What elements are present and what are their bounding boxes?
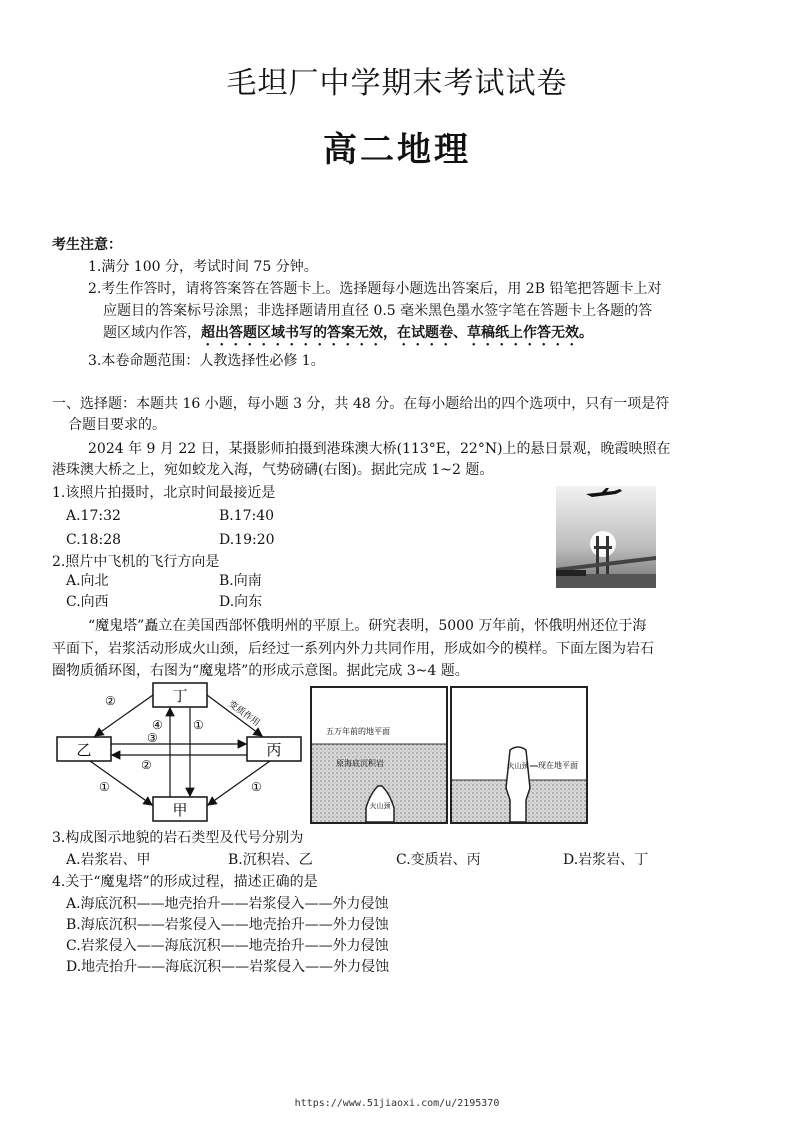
notice-item-2-line-3: [103, 322, 593, 349]
section-intro-line-1: 一、选择题：本题共 16 小题，每小题 3 分，共 48 分。在每小题给出的四个选项中，只有一项是符: [52, 396, 670, 412]
q2-option-d: D.向东: [219, 594, 263, 610]
stem2-line-3: 圈物质循环图，右图为“魔鬼塔”的形成示意图。据此完成 3~4 题。: [52, 663, 469, 679]
notice-heading: 考生注意：: [52, 237, 122, 253]
formation-panel-present: [450, 686, 588, 824]
node-jia: 甲: [172, 801, 188, 819]
section-intro-line-2: 合题目要求的。: [68, 417, 166, 433]
q1-option-d: D.19:20: [219, 532, 275, 548]
bridge-sunset-photo: [556, 486, 656, 588]
notice-item-2-line-3a: 题区域内作答，: [103, 325, 201, 341]
stem2-line-2: 平面下，岩浆活动形成火山颈，后经过一系列内外力共同作用，形成如今的模样。下面左图为岩石: [52, 641, 654, 657]
node-ding: 丁: [172, 687, 188, 705]
q1-option-c: C.18:28: [66, 532, 122, 548]
notice-item-2-warning: 超出答题区域书写的答案无效，在试题卷、草稿纸上作答无效。: [201, 325, 593, 341]
q4-option-a: A.海底沉积——地壳抬升——岩浆侵入——外力侵蚀: [66, 896, 389, 912]
question-1: 1.该照片拍摄时，北京时间最接近是: [52, 485, 276, 501]
q1-option-a: A.17:32: [66, 508, 121, 524]
arrow-label-1-right: ①: [251, 780, 262, 794]
label-neck-past: 火山颈: [369, 802, 391, 810]
label-present-ground: 现在地平面: [538, 761, 578, 770]
arrow-label-1-left: ①: [99, 780, 110, 794]
subject-title: 高二地理: [323, 130, 471, 170]
notice-item-1: 1.满分 100 分，考试时间 75 分钟。: [88, 259, 318, 275]
q3-option-c: C.变质岩、丙: [396, 852, 481, 868]
question-3: 3.构成图示地貌的岩石类型及代号分别为: [52, 830, 304, 846]
notice-item-2-line-2: 应题目的答案标号涂黑；非选择题请用直径 0.5 毫米黑色墨水签字笔在答题卡上各题的答: [103, 303, 653, 319]
formation-panel-past: [310, 686, 448, 824]
q2-option-b: B.向南: [219, 573, 262, 589]
exam-title: 毛坦厂中学期末考试试卷: [226, 66, 568, 101]
arrow-label-3: ③: [147, 731, 158, 745]
label-metamorphism: 变质作用: [226, 699, 262, 729]
arrow-label-2-top: ②: [105, 694, 116, 708]
node-bing: 丙: [266, 741, 282, 759]
stem1-line-2: 港珠澳大桥之上，宛如蛟龙入海，气势磅礴(右图)。据此完成 1~2 题。: [52, 462, 494, 478]
q2-option-c: C.向西: [66, 594, 109, 610]
footer-url[interactable]: https://www.51jiaoxi.com/u/2195370: [294, 1098, 500, 1109]
notice-item-3: 3.本卷命题范围：人教选择性必修 1。: [88, 353, 325, 369]
arrow-label-2-mid: ②: [141, 758, 152, 772]
q4-option-b: B.海底沉积——岩浆侵入——地壳抬升——外力侵蚀: [66, 917, 389, 933]
label-sediment: 原海底沉积岩: [336, 759, 384, 768]
stem1-line-1: 2024 年 9 月 22 日，某摄影师拍摄到港珠澳大桥(113°E，22°N)上的悬日景观，晚霞映照在: [88, 441, 671, 457]
q4-option-c: C.岩浆侵入——海底沉积——地壳抬升——外力侵蚀: [66, 938, 389, 954]
notice-item-2-line-1: 2.考生作答时，请将答案答在答题卡上。选择题每小题选出答案后，用 2B 铅笔把答题卡上对: [88, 281, 662, 297]
q3-option-d: D.岩浆岩、丁: [563, 852, 649, 868]
q1-option-b: B.17:40: [219, 508, 275, 524]
q2-option-a: A.向北: [66, 573, 109, 589]
q3-option-b: B.沉积岩、乙: [228, 852, 313, 868]
stem2-line-1: “魔鬼塔”矗立在美国西部怀俄明州的平原上。研究表明，5000 万年前，怀俄明州还位于海: [88, 618, 647, 634]
label-neck-present: 火山颈: [507, 762, 529, 770]
question-2: 2.照片中飞机的飞行方向是: [52, 554, 220, 570]
q4-option-d: D.地壳抬升——海底沉积——岩浆侵入——外力侵蚀: [66, 959, 390, 975]
q3-option-a: A.岩浆岩、甲: [66, 852, 151, 868]
arrow-label-1-center: ①: [193, 718, 204, 732]
arrow-label-4: ④: [152, 718, 163, 732]
rock-cycle-diagram: [55, 681, 305, 827]
node-yi: 乙: [76, 741, 92, 759]
label-past-ground: 五万年前的地平面: [326, 727, 390, 736]
question-4: 4.关于“魔鬼塔”的形成过程，描述正确的是: [52, 874, 318, 890]
